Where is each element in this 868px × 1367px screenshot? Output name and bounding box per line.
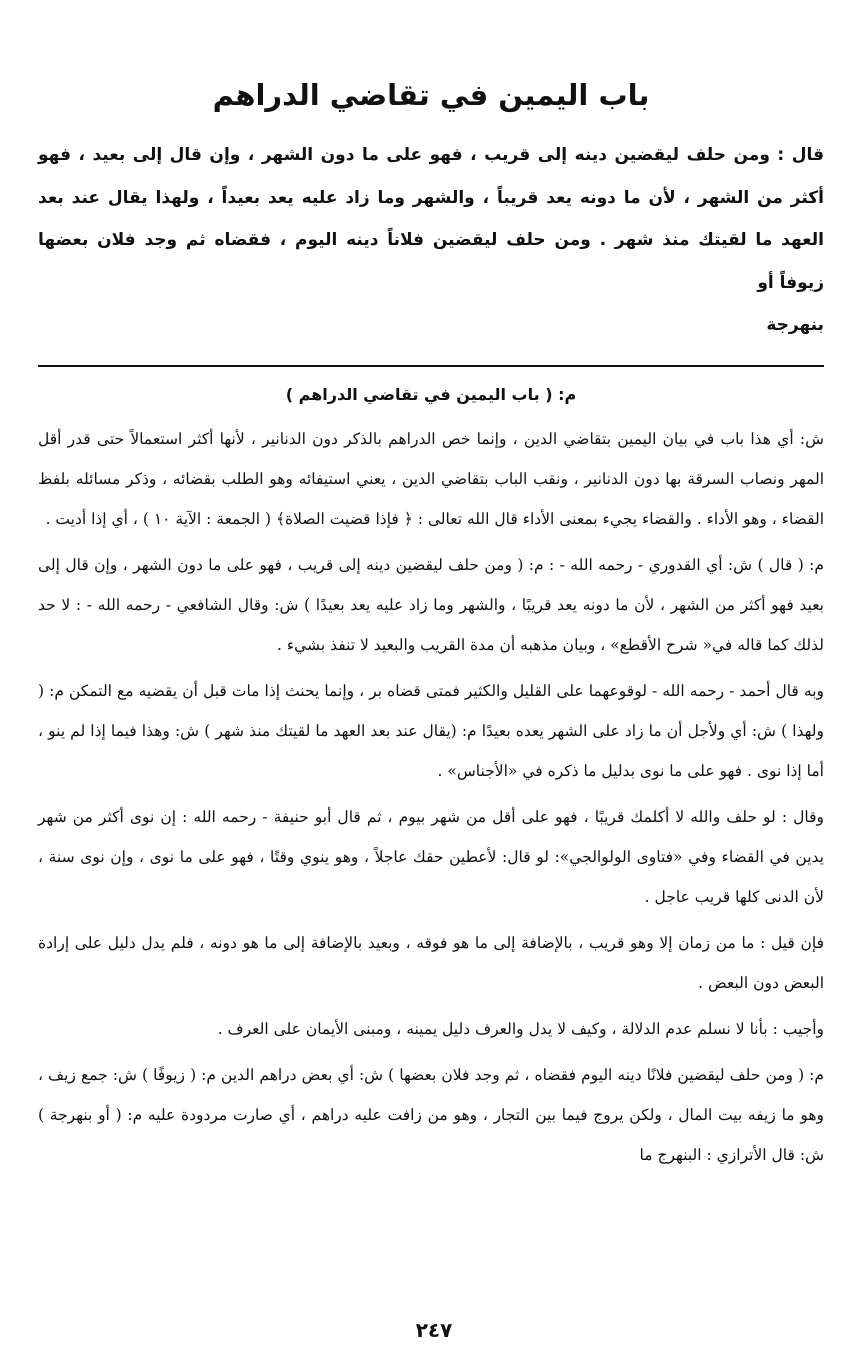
matn-last-line: بنهرجة <box>766 315 824 335</box>
commentary-heading: م: ( باب اليمين في تقاضي الدراهم ) <box>285 384 577 404</box>
section-divider <box>38 365 824 367</box>
commentary-paragraph-4: وقال : لو حلف والله لا أكلمك قريبًا ، فهو على أقل من شهر بيوم ، ثم قال أبو حنيفة - رحمه الله : إن نوى أكثر من شهر يدين في القضاء وفي «فتاوى الولوالجي»: لو قال: لأعطين حقك عاجلاً ، وهو ينوي وقتًا ، فهو على ما نوى ، وإن نوى سنة ، لأن الدنى كلها قريب عاجل . <box>38 807 824 906</box>
commentary-paragraph-2: م: ( قال ) ش: أي القدوري - رحمه الله - : م: ( ومن حلف ليقضين دينه إلى قريب ، فهو على ما دون الشهر ، وإن قال إلى بعيد فهو أكثر من الشهر ، لأن ما دونه يعد قريبًا ، والشهر وما زاد عليه يعد بعيدًا ) ش: وقال الشافعي - رحمه الله - : لا حد لذلك كما قاله في« شرح الأقطع» ، وبيان مذهبه أن مدة القريب والبعيد لا تنفذ بشيء . <box>38 555 824 654</box>
commentary-paragraph-5: فإن قيل : ما من زمان إلا وهو قريب ، بالإضافة إلى ما هو فوقه ، وبعيد بالإضافة إلى ما هو دونه ، فلم يدل دليل على إرادة البعض دون البعض . <box>38 933 824 992</box>
commentary-paragraph-1: ش: أي هذا باب في بيان اليمين بتقاضي الدين ، وإنما خص الدراهم بالذكر دون الدنانير ، لأنها أكثر استعمالاً حتى قدر أقل المهر ونصاب السرقة بها دون الدنانير ، ونقب الباب بتقاضي الدين ، يعني استيفائه وهو الطلب بقضائه ، وذكر مسائله بلفظ القضاء ، وهو الأداء . والقضاء يجيء بمعنى الأداء قال الله تعالى : ﴿ فإذا قضيت الصلاة﴾ ( الجمعة : الآية ١٠ ) ، أي إذا أديت . <box>38 429 824 528</box>
commentary-paragraph-7: م: ( ومن حلف ليقضين فلانًا دينه اليوم فقضاه ، ثم وجد فلان بعضها ) ش: أي بعض دراهم الدين م: ( زيوفًا ) ش: جمع زيف ، وهو ما زيفه بيت المال ، ولكن يروج فيما بين التجار ، وهو من زافت عليه دراهم ، أي صارت مردودة عليه م: ( أو بنهرجة ) ش: قال الأترازي : البنهرج ما <box>38 1065 824 1164</box>
page-number: ٢٤٧ <box>415 1318 453 1342</box>
chapter-title: باب اليمين في تقاضي الدراهم <box>212 78 650 112</box>
commentary-paragraph-3: وبه قال أحمد - رحمه الله - لوقوعهما على القليل والكثير فمتى قضاه بر ، وإنما يحنث إذا مات قبل أن يقضيه مع التمكن م: ( ولهذا ) ش: أي ولأجل أن ما زاد على الشهر يعده بعيدًا م: (يقال عند بعد العهد ما لقيتك منذ شهر ) ش: وهذا فيما إذا لم ينو ، أما إذا نوى . فهو على ما نوى بدليل ما ذكره في «الأجناس» . <box>38 681 824 780</box>
matn-text <box>38 134 824 347</box>
commentary-paragraph-6: وأجيب : بأنا لا نسلم عدم الدلالة ، وكيف لا يدل والعرف دليل يمينه ، ومبنى الأيمان على العرف . <box>217 1019 824 1038</box>
page-content <box>38 62 824 1181</box>
matn-body: قال : ومن حلف ليقضين دينه إلى قريب ، فهو على ما دون الشهر ، وإن قال إلى بعيد ، فهو أكثر من الشهر ، لأن ما دونه يعد قريباً ، والشهر وما زاد عليه يعد بعيداً ، ولهذا يقال عند بعد العهد ما لقيتك منذ شهر . ومن حلف ليقضين فلاناً دينه اليوم ، فقضاه ثم وجد فلان بعضها زيوفاً أو <box>38 145 824 293</box>
